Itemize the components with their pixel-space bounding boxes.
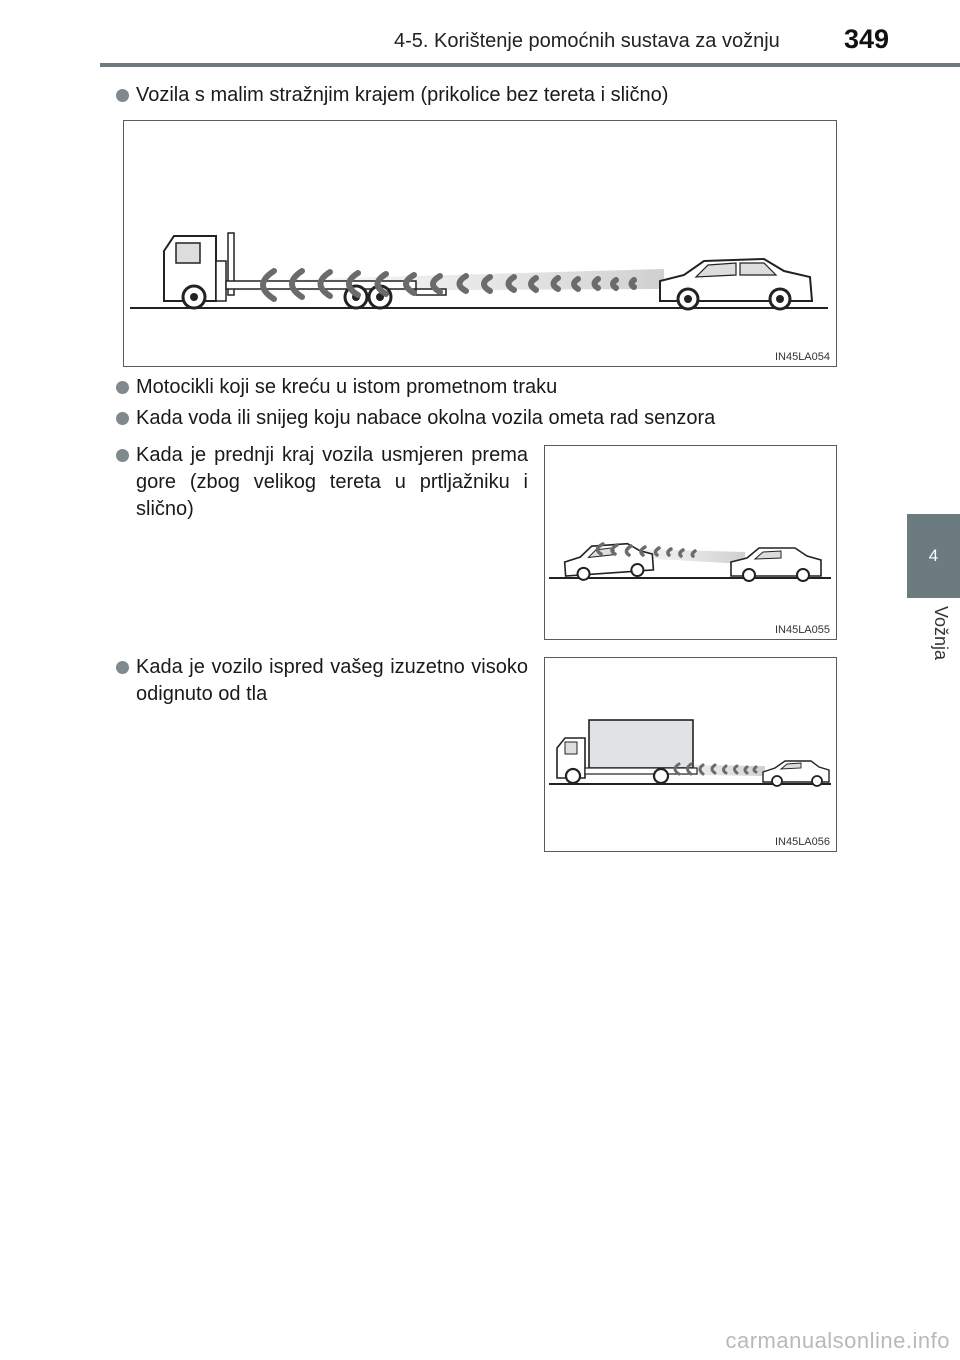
- high-vehicle-illustration: [545, 658, 836, 851]
- figure-code: IN45LA056: [774, 836, 830, 848]
- bullet-item: [116, 374, 856, 401]
- figure-trailer: [123, 120, 837, 367]
- bullet-item: [116, 82, 856, 109]
- bullet-item: [116, 405, 876, 432]
- bullet-dot-icon: [116, 381, 129, 394]
- page-number: 349: [844, 24, 890, 54]
- bullet-text: Motocikli koji se kreću u istom prometnom traku: [136, 376, 558, 398]
- figure-code: IN45LA055: [774, 624, 830, 636]
- truck-cargo-box: [589, 720, 693, 768]
- figure-code: IN45LA054: [774, 351, 830, 363]
- figure-high-vehicle: [544, 657, 837, 852]
- bullet-item: [116, 654, 528, 708]
- bullet-text: Vozila s malim stražnjim krajem (prikolice bez tereta i slično): [136, 84, 669, 106]
- bullet-item: [116, 442, 528, 523]
- trailer-illustration: [124, 121, 836, 366]
- header-divider: [100, 63, 960, 67]
- section-title: 4-5. Korištenje pomoćnih sustava za vožnju: [394, 30, 780, 52]
- bullet-text: Kada je vozilo ispred vašeg izuzetno visoko odignuto od tla: [136, 656, 528, 705]
- chapter-name: Vožnja: [931, 606, 951, 661]
- figure-raised-front: [544, 445, 837, 640]
- bullet-text: Kada je prednji kraj vozila usmjeren prema gore (zbog velikog tereta u prtljažniku i slično): [136, 444, 528, 520]
- bullet-dot-icon: [116, 449, 129, 462]
- bullet-dot-icon: [116, 661, 129, 674]
- footer-watermark: carmanualsonline.info: [725, 1328, 950, 1353]
- chapter-tab: 4: [907, 514, 960, 598]
- bullet-dot-icon: [116, 412, 129, 425]
- raised-front-illustration: [545, 446, 836, 639]
- bullet-dot-icon: [116, 89, 129, 102]
- bullet-text: Kada voda ili snijeg koju nabace okolna vozila ometa rad senzora: [136, 407, 716, 429]
